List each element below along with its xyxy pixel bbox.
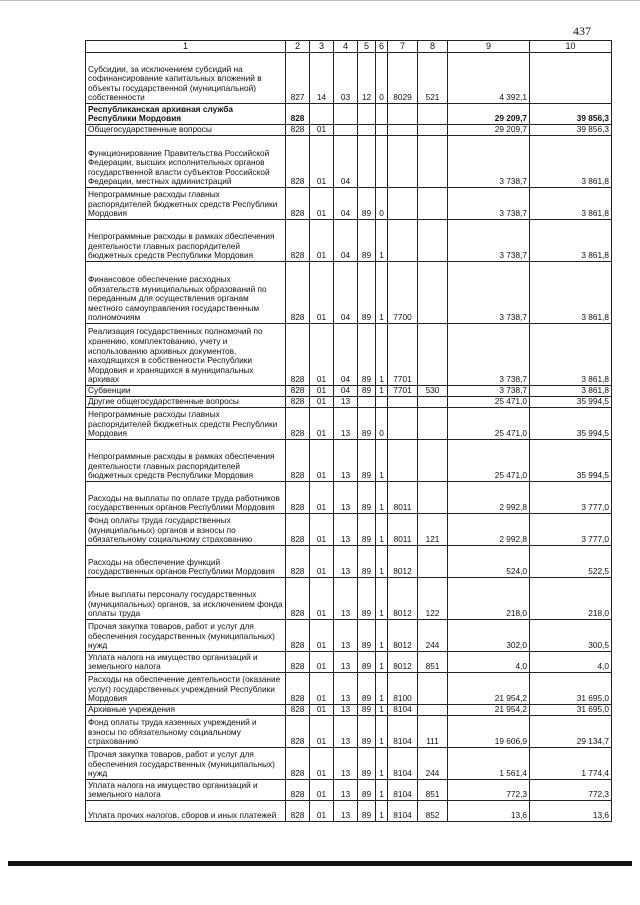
column-header: 2 [286,41,310,53]
code-cell: 89 [358,262,376,324]
code-cell: 13 [334,652,358,673]
amount-cell: 29 209,7 [448,125,530,136]
code-cell: 7701 [388,324,418,386]
code-cell: 01 [310,514,334,546]
code-cell: 1 [376,440,388,482]
code-cell: 04 [334,188,358,220]
code-cell: 01 [310,546,334,578]
code-cell: 14 [310,53,334,104]
code-cell: 89 [358,514,376,546]
row-name-cell: Непрограммные расходы главных распорядителей бюджетных средств Республики Мордовия [86,408,286,440]
amount-cell: 31 695,0 [530,673,612,705]
code-cell: 89 [358,440,376,482]
code-cell: 828 [286,104,310,125]
code-cell: 13 [334,546,358,578]
amount-cell: 31 695,0 [530,705,612,716]
amount-cell: 3 738,7 [448,188,530,220]
amount-cell: 772,3 [448,780,530,801]
code-cell [418,262,448,324]
row-name-cell: Непрограммные расходы в рамках обеспечения деятельности главных распорядителей бюджетных средств Республики Мордовия [86,440,286,482]
row-name-cell: Непрограммные расходы в рамках обеспечения деятельности главных распорядителей бюджетных средств Республики Мордовия [86,220,286,262]
column-header: 10 [530,41,612,53]
amount-cell: 3 861,8 [530,386,612,397]
code-cell: 04 [334,262,358,324]
amount-cell: 4,0 [530,652,612,673]
code-cell: 828 [286,188,310,220]
code-cell: 521 [418,53,448,104]
code-cell: 01 [310,620,334,652]
code-cell: 828 [286,652,310,673]
column-header: 5 [358,41,376,53]
code-cell: 01 [310,578,334,620]
amount-cell: 1 774,4 [530,748,612,780]
code-cell: 828 [286,324,310,386]
code-cell: 13 [334,397,358,408]
code-cell [334,104,358,125]
code-cell: 13 [334,673,358,705]
amount-cell: 522,5 [530,546,612,578]
amount-cell: 302,0 [448,620,530,652]
amount-cell: 35 994,5 [530,397,612,408]
code-cell: 8012 [388,578,418,620]
code-cell [418,408,448,440]
code-cell [418,482,448,514]
code-cell: 89 [358,748,376,780]
page-number: 437 [573,24,591,38]
code-cell [418,125,448,136]
amount-cell [530,53,612,104]
code-cell: 13 [334,408,358,440]
row-name-cell: Прочая закупка товаров, работ и услуг для обеспечения государственных (муниципальных) нужд [86,620,286,652]
code-cell: 01 [310,801,334,822]
amount-cell: 35 994,5 [530,440,612,482]
code-cell: 1 [376,220,388,262]
code-cell: 828 [286,716,310,748]
amount-cell: 3 861,8 [530,262,612,324]
table-row [86,620,612,652]
amount-cell: 3 861,8 [530,324,612,386]
code-cell: 89 [358,188,376,220]
code-cell: 8104 [388,705,418,716]
code-cell: 244 [418,620,448,652]
table-row [86,220,612,262]
code-cell: 13 [334,748,358,780]
table-row [86,408,612,440]
column-header: 4 [334,41,358,53]
code-cell [388,220,418,262]
amount-cell: 2 992,8 [448,482,530,514]
amount-cell: 3 777,0 [530,482,612,514]
code-cell [388,188,418,220]
code-cell: 1 [376,652,388,673]
code-cell: 1 [376,546,388,578]
code-cell: 828 [286,136,310,188]
code-cell: 8104 [388,801,418,822]
table-row [86,705,612,716]
code-cell [418,673,448,705]
row-name-cell: Прочая закупка товаров, работ и услуг для обеспечения государственных (муниципальных) нужд [86,748,286,780]
code-cell: 01 [310,125,334,136]
amount-cell: 3 861,8 [530,220,612,262]
amount-cell: 25 471,0 [448,440,530,482]
code-cell: 89 [358,705,376,716]
code-cell: 01 [310,652,334,673]
code-cell: 7700 [388,262,418,324]
code-cell: 01 [310,673,334,705]
code-cell [376,104,388,125]
code-cell: 121 [418,514,448,546]
code-cell: 13 [334,780,358,801]
table-row [86,397,612,408]
amount-cell: 39 856,3 [530,104,612,125]
amount-cell: 25 471,0 [448,408,530,440]
code-cell: 8104 [388,716,418,748]
amount-cell: 3 861,8 [530,136,612,188]
row-name-cell: Другие общегосударственные вопросы [86,397,286,408]
code-cell: 122 [418,578,448,620]
code-cell: 828 [286,482,310,514]
code-cell: 828 [286,780,310,801]
table-row [86,136,612,188]
code-cell: 111 [418,716,448,748]
row-name-cell: Архивные учреждения [86,705,286,716]
amount-cell: 35 994,5 [530,408,612,440]
code-cell: 1 [376,324,388,386]
row-name-cell: Уплата прочих налогов, сборов и иных платежей [86,801,286,822]
code-cell [418,136,448,188]
table-row [86,440,612,482]
code-cell: 01 [310,716,334,748]
amount-cell: 2 992,8 [448,514,530,546]
table-row [86,546,612,578]
amount-cell: 3 777,0 [530,514,612,546]
code-cell: 1 [376,716,388,748]
code-cell: 01 [310,780,334,801]
code-cell: 1 [376,780,388,801]
code-cell: 89 [358,716,376,748]
amount-cell: 3 738,7 [448,262,530,324]
code-cell: 828 [286,262,310,324]
code-cell: 89 [358,220,376,262]
code-cell: 1 [376,386,388,397]
amount-cell: 25 471,0 [448,397,530,408]
row-name-cell: Расходы на выплаты по оплате труда работников государственных органов Республики Мордовия [86,482,286,514]
code-cell: 01 [310,262,334,324]
row-name-cell: Уплата налога на имущество организаций и земельного налога [86,780,286,801]
code-cell: 828 [286,397,310,408]
table-body [86,53,612,822]
code-cell: 1 [376,673,388,705]
code-cell: 89 [358,482,376,514]
code-cell: 851 [418,652,448,673]
amount-cell: 19 606,9 [448,716,530,748]
code-cell: 828 [286,801,310,822]
table-row [86,801,612,822]
code-cell [388,136,418,188]
amount-cell: 3 738,7 [448,324,530,386]
code-cell [358,136,376,188]
code-cell: 89 [358,620,376,652]
code-cell: 13 [334,716,358,748]
row-name-cell: Расходы на обеспечение деятельности (оказание услуг) государственных учреждений Республики Мордовия [86,673,286,705]
code-cell: 01 [310,408,334,440]
code-cell: 03 [334,53,358,104]
amount-cell: 21 954,2 [448,705,530,716]
code-cell [376,125,388,136]
row-name-cell: Иные выплаты персоналу государственных (муниципальных) органов, за исключением фонда оплаты труда [86,578,286,620]
code-cell: 04 [334,386,358,397]
code-cell: 828 [286,546,310,578]
code-cell: 1 [376,578,388,620]
amount-cell: 772,3 [530,780,612,801]
code-cell: 1 [376,620,388,652]
code-cell: 89 [358,780,376,801]
amount-cell: 13,6 [530,801,612,822]
code-cell: 828 [286,705,310,716]
code-cell: 8012 [388,546,418,578]
code-cell [358,125,376,136]
code-cell [418,324,448,386]
amount-cell: 21 954,2 [448,673,530,705]
row-name-cell: Субвенции [86,386,286,397]
table-row [86,324,612,386]
code-cell: 1 [376,705,388,716]
amount-cell: 4,0 [448,652,530,673]
code-cell: 89 [358,546,376,578]
code-cell [418,188,448,220]
code-cell [388,440,418,482]
amount-cell: 39 856,3 [530,125,612,136]
column-header: 6 [376,41,388,53]
code-cell: 8011 [388,514,418,546]
code-cell: 852 [418,801,448,822]
code-cell: 530 [418,386,448,397]
code-cell [388,408,418,440]
row-name-cell: Субсидии, за исключением субсидий на софинансирование капитальных вложений в объекты государственной (муниципальной) собственности [86,53,286,104]
code-cell: 13 [334,440,358,482]
code-cell: 851 [418,780,448,801]
column-header: 1 [86,41,286,53]
code-cell: 8012 [388,652,418,673]
code-cell: 13 [334,620,358,652]
code-cell: 828 [286,578,310,620]
code-cell: 1 [376,262,388,324]
code-cell: 04 [334,324,358,386]
code-cell: 01 [310,482,334,514]
code-cell: 828 [286,620,310,652]
code-cell: 12 [358,53,376,104]
code-cell: 828 [286,514,310,546]
table-row [86,748,612,780]
row-name-cell: Фонд оплаты труда казенных учреждений и взносы по обязательному социальному страхованию [86,716,286,748]
amount-cell: 13,6 [448,801,530,822]
code-cell: 828 [286,408,310,440]
code-cell [334,125,358,136]
code-cell: 13 [334,705,358,716]
amount-cell: 3 738,7 [448,136,530,188]
table-row [86,716,612,748]
code-cell: 828 [286,220,310,262]
code-cell [310,104,334,125]
code-cell: 1 [376,482,388,514]
code-cell: 01 [310,220,334,262]
code-cell [418,546,448,578]
table-row [86,578,612,620]
code-cell: 13 [334,801,358,822]
amount-cell: 218,0 [448,578,530,620]
row-name-cell: Непрограммные расходы главных распорядителей бюджетных средств Республики Мордовия [86,188,286,220]
row-name-cell: Расходы на обеспечение функций государственных органов Республики Мордовия [86,546,286,578]
code-cell [376,397,388,408]
row-name-cell: Функционирование Правительства Российской Федерации, высших исполнительных органов государственной власти субъектов Российской Федерации, местных администраций [86,136,286,188]
code-cell: 89 [358,673,376,705]
code-cell: 0 [376,53,388,104]
code-cell: 01 [310,188,334,220]
code-cell: 8104 [388,780,418,801]
code-cell: 89 [358,652,376,673]
code-cell: 1 [376,514,388,546]
code-cell: 1 [376,748,388,780]
table-header-row [86,41,612,53]
code-cell: 828 [286,748,310,780]
code-cell: 13 [334,514,358,546]
table-row [86,262,612,324]
amount-cell: 3 861,8 [530,188,612,220]
table-row [86,104,612,125]
amount-cell: 29 209,7 [448,104,530,125]
code-cell: 01 [310,386,334,397]
row-name-cell: Общегосударственные вопросы [86,125,286,136]
column-header: 3 [310,41,334,53]
code-cell: 01 [310,136,334,188]
code-cell: 01 [310,748,334,780]
amount-cell: 300,5 [530,620,612,652]
code-cell: 828 [286,673,310,705]
code-cell [358,104,376,125]
code-cell: 04 [334,136,358,188]
code-cell: 0 [376,188,388,220]
code-cell [418,220,448,262]
table-row [86,780,612,801]
code-cell: 89 [358,324,376,386]
code-cell: 827 [286,53,310,104]
code-cell [376,136,388,188]
code-cell: 01 [310,324,334,386]
code-cell: 8104 [388,748,418,780]
code-cell: 01 [310,705,334,716]
table-row [86,53,612,104]
code-cell: 828 [286,386,310,397]
code-cell [388,104,418,125]
code-cell [358,397,376,408]
code-cell: 13 [334,482,358,514]
code-cell [418,705,448,716]
code-cell: 828 [286,440,310,482]
code-cell: 01 [310,440,334,482]
code-cell [418,397,448,408]
row-name-cell: Республиканская архивная служба Республики Мордовия [86,104,286,125]
code-cell: 1 [376,801,388,822]
budget-table [85,40,612,822]
code-cell: 8011 [388,482,418,514]
row-name-cell: Реализация государственных полномочий по хранению, комплектованию, учету и использованию архивных документов, находящихся в собственности Республики Мордовия и хранящихся в муниципальных архивах [86,324,286,386]
code-cell [388,125,418,136]
code-cell: 7701 [388,386,418,397]
code-cell [418,104,448,125]
code-cell: 828 [286,125,310,136]
column-header: 8 [418,41,448,53]
row-name-cell: Финансовое обеспечение расходных обязательств муниципальных образований по переданным для осуществления органам местного самоуправления государственным полномочиям [86,262,286,324]
amount-cell: 524,0 [448,546,530,578]
row-name-cell: Фонд оплаты труда государственных (муниципальных) органов и взносы по обязательному социальному страхованию [86,514,286,546]
scan-top-edge [0,0,640,1]
code-cell: 89 [358,578,376,620]
scan-bottom-bar [8,861,632,866]
code-cell: 01 [310,397,334,408]
code-cell: 04 [334,220,358,262]
table-row [86,188,612,220]
amount-cell: 1 561,4 [448,748,530,780]
amount-cell: 29 134,7 [530,716,612,748]
code-cell: 0 [376,408,388,440]
column-header: 9 [448,41,530,53]
code-cell: 8029 [388,53,418,104]
code-cell: 244 [418,748,448,780]
code-cell [388,397,418,408]
row-name-cell: Уплата налога на имущество организаций и земельного налога [86,652,286,673]
table-row [86,652,612,673]
code-cell [418,440,448,482]
column-header: 7 [388,41,418,53]
table-row [86,482,612,514]
amount-cell: 3 738,7 [448,220,530,262]
code-cell: 89 [358,386,376,397]
code-cell: 8012 [388,620,418,652]
code-cell: 13 [334,578,358,620]
code-cell: 8100 [388,673,418,705]
code-cell: 89 [358,408,376,440]
table-row [86,673,612,705]
amount-cell: 4 392,1 [448,53,530,104]
table-row [86,386,612,397]
table-row [86,125,612,136]
code-cell: 89 [358,801,376,822]
table-row [86,514,612,546]
amount-cell: 218,0 [530,578,612,620]
amount-cell: 3 738,7 [448,386,530,397]
